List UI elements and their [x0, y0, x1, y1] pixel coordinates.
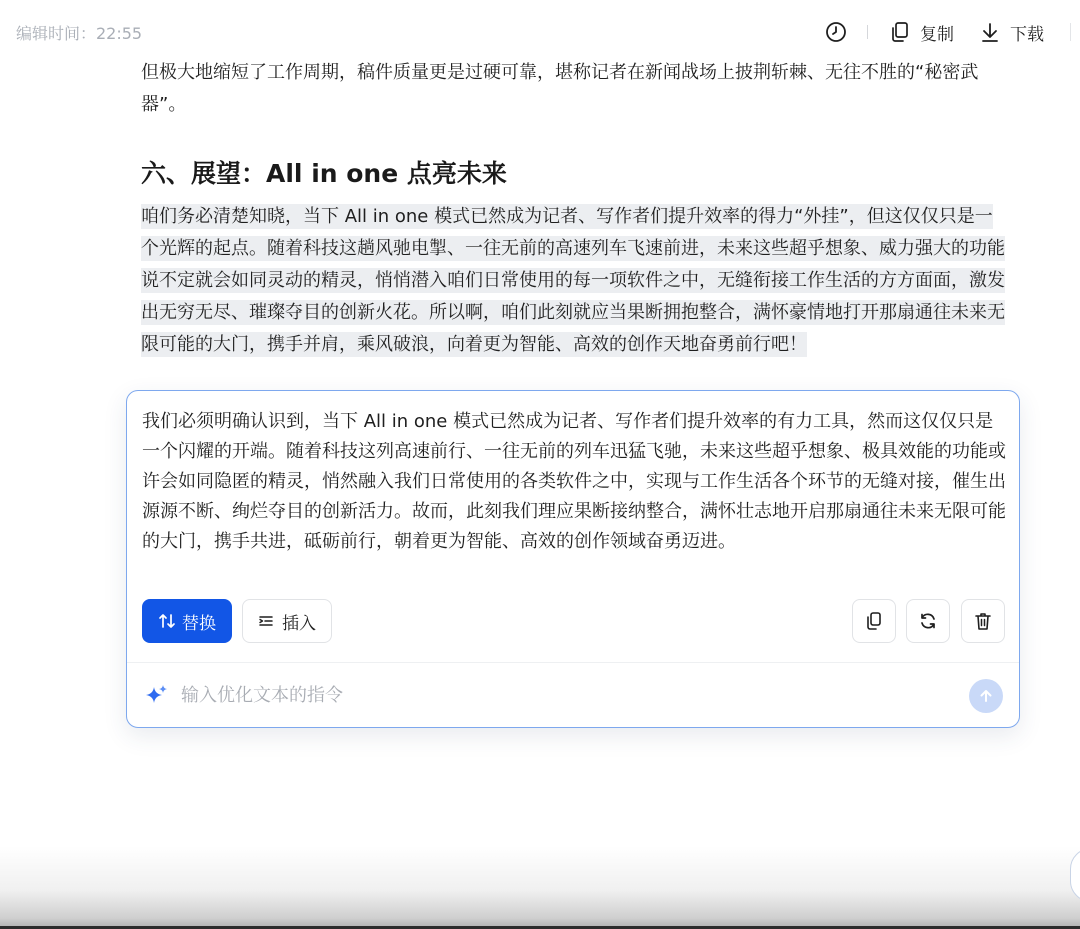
swap-arrows-icon [158, 612, 176, 630]
sparkle-icon [144, 683, 170, 709]
clock-icon [825, 21, 847, 43]
copy-icon [890, 21, 910, 43]
prompt-input[interactable] [181, 677, 941, 713]
insert-lines-icon [258, 613, 274, 629]
trash-icon [974, 611, 992, 631]
rewrite-result-text: 我们必须明确认识到，当下 All in one 模式已然成为记者、写作者们提升效率的有力工具，然而这仅仅只是一个闪耀的开端。随着科技这列高速前行、一往无前的列车迅猛飞驰，未来这些超乎想象、极具效能的功能或许会如同隐匿的精灵，悄然融入我们日常使用的各类软件之中，实现与工作生活各个环节的无缝对接，催生出源源不断、绚烂夺目的创新活力。故而，此刻我们理应果断接纳整合，满怀壮志地开启那扇通往未来无限可能的大门，携手共进，砥砺前行，朝着更为智能、高效的创作领域奋勇迈进。 [142, 411, 1006, 552]
replace-button[interactable] [142, 599, 232, 643]
section-heading: 六、展望：All in one 点亮未来 [141, 159, 507, 188]
article-paragraph: 但极大地缩短了工作周期，稿件质量更是过硬可靠，堪称记者在新闻战场上披荆斩棘、无往不胜的“秘密武器”。 [141, 62, 979, 115]
edit-time-label: 编辑时间：22:55 [16, 24, 143, 43]
regenerate-button[interactable] [906, 599, 950, 643]
download-button-label: 下载 [1010, 24, 1044, 45]
rewrite-actions [142, 599, 1005, 643]
arrow-up-icon [978, 688, 994, 704]
download-button[interactable] [980, 14, 1044, 50]
text-selection: 咱们务必清楚知晓，当下 All in one 模式已然成为记者、写作者们提升效率的得力“外挂”，但这仅仅只是一个光辉的起点。随着科技这趟风驰电掣、一往无前的高速列车飞速前进，未来这些超乎想象、威力强大的功能说不定就会如同灵动的精灵，悄悄潜入咱们日常使用的每一项软件之中，无缝衔接工作生活的方方面面，激发出无穷无尽、璀璨夺目的创新火花。所以啊，咱们此刻就应当果断拥抱整合，满怀豪情地打开那扇通往未来无限可能的大门，携手并肩，乘风破浪，向着更为智能、高效的创作天地奋勇前行吧！ [141, 206, 1005, 355]
copy-button[interactable] [890, 14, 954, 50]
download-icon [980, 21, 1000, 43]
selected-paragraph[interactable] [141, 201, 1006, 361]
copy-result-button[interactable] [852, 599, 896, 643]
toolbar-divider [867, 25, 868, 39]
top-actions [821, 14, 1080, 50]
bottom-fade [0, 846, 1080, 926]
insert-button-label: 插入 [282, 613, 316, 634]
delete-button[interactable] [961, 599, 1005, 643]
refresh-icon [918, 611, 938, 631]
window-edge-divider [1070, 23, 1071, 41]
send-button[interactable] [969, 679, 1003, 713]
top-bar [0, 0, 1080, 62]
replace-button-label: 替换 [182, 613, 216, 634]
history-button[interactable] [821, 14, 851, 50]
copy-button-label: 复制 [920, 24, 954, 45]
insert-button[interactable] [242, 599, 332, 643]
article-body [141, 57, 1006, 361]
rewrite-panel [126, 390, 1020, 728]
copy-icon [865, 611, 883, 631]
prompt-row [127, 663, 1019, 726]
